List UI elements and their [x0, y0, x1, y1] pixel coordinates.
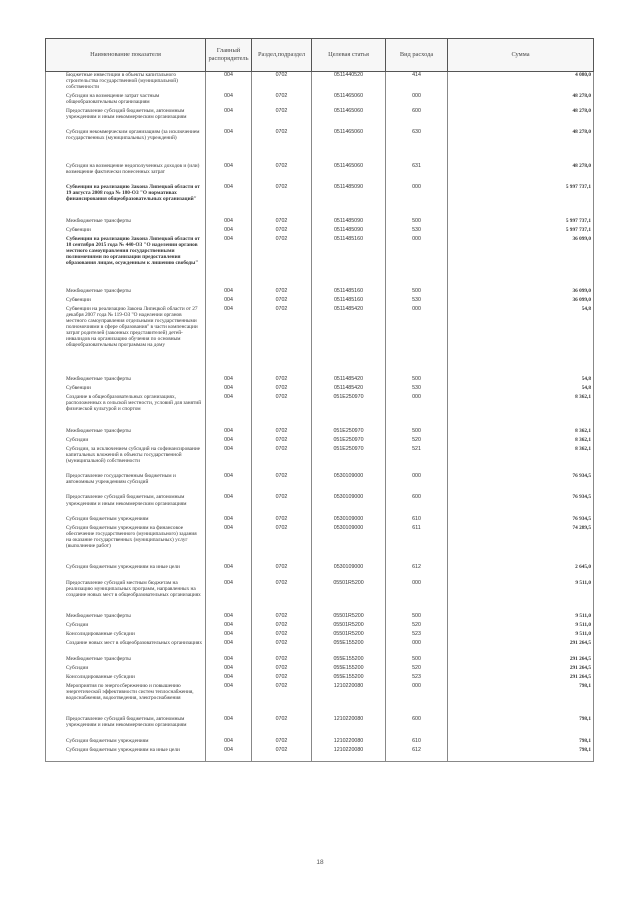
row-amount: 74 289,5 [448, 525, 594, 565]
table-row [46, 72, 594, 93]
row-expense-type-code: 630 [386, 129, 448, 163]
row-article-code: 051E250970 [312, 428, 386, 437]
row-name: Предоставление субсидий бюджетным, автономным учреждениям и иным некоммерческим организациям [46, 108, 206, 129]
row-article-code: 0511465060 [312, 163, 386, 184]
row-expense-type-code: 610 [386, 738, 448, 747]
row-amount: 8 362,1 [448, 394, 594, 428]
table-row [46, 716, 594, 737]
row-admin-code: 004 [206, 72, 252, 93]
row-name: Субсидии [46, 665, 206, 674]
table-row [46, 640, 594, 655]
row-name: Субвенции на реализацию Закона Липецкой области от 18 сентября 2015 года № 440-ОЗ "О наделении органов местного самоуправления государственными полномочиями по организации предоставления образования лицам, осужденным к лишению свободы" [46, 236, 206, 288]
table-row [46, 665, 594, 674]
row-name: Межбюджетные трансферты [46, 428, 206, 437]
row-amount: 48 278,0 [448, 93, 594, 108]
row-expense-type-code: 000 [386, 184, 448, 218]
row-article-code: 05501R5200 [312, 631, 386, 640]
row-article-code: 05501R5200 [312, 580, 386, 614]
row-article-code: 0511485090 [312, 227, 386, 236]
row-name: Субсидии [46, 437, 206, 446]
row-expense-type-code: 000 [386, 93, 448, 108]
row-article-code: 1210220080 [312, 683, 386, 717]
row-article-code: 05501R5200 [312, 613, 386, 622]
row-admin-code: 004 [206, 683, 252, 717]
row-expense-type-code: 520 [386, 622, 448, 631]
table-row [46, 428, 594, 437]
row-name: Предоставление государственным бюджетным и автономным учреждениям субсидий [46, 473, 206, 494]
row-amount: 36 099,0 [448, 236, 594, 288]
row-name: Предоставление субсидий бюджетным, автономным учреждениям и иным некоммерческим организациям [46, 716, 206, 737]
row-amount: 54,8 [448, 385, 594, 394]
row-article-code: 055E155200 [312, 640, 386, 655]
row-section-code: 0702 [252, 129, 312, 163]
table-row [46, 218, 594, 227]
table-row [46, 494, 594, 515]
table-row [46, 129, 594, 163]
table-row [46, 108, 594, 129]
row-expense-type-code: 523 [386, 631, 448, 640]
row-section-code: 0702 [252, 446, 312, 473]
budget-table [45, 38, 594, 762]
row-expense-type-code: 600 [386, 716, 448, 737]
row-admin-code: 004 [206, 564, 252, 579]
row-amount: 8 362,1 [448, 437, 594, 446]
row-section-code: 0702 [252, 236, 312, 288]
row-admin-code: 004 [206, 288, 252, 297]
row-name: Межбюджетные трансферты [46, 218, 206, 227]
row-expense-type-code: 530 [386, 227, 448, 236]
row-name: Субвенции на реализацию Закона Липецкой области от 27 декабря 2007 года № 119-ОЗ "О наделении органов местного самоуправления отдельными государственными полномочиями в сфере образования" в части компенсации затрат родителей (законных представителей) детей-инвалидов на организацию обучения по основным общеобразовательным программам на дому [46, 306, 206, 376]
table-row [46, 738, 594, 747]
row-section-code: 0702 [252, 656, 312, 665]
row-admin-code: 004 [206, 640, 252, 655]
row-name: Субсидии [46, 622, 206, 631]
row-admin-code: 004 [206, 525, 252, 565]
row-article-code: 0511485160 [312, 288, 386, 297]
row-name: Консолидированные субсидии [46, 631, 206, 640]
row-admin-code: 004 [206, 494, 252, 515]
row-article-code: 0511465060 [312, 129, 386, 163]
row-section-code: 0702 [252, 376, 312, 385]
row-article-code: 051E250970 [312, 437, 386, 446]
row-expense-type-code: 500 [386, 656, 448, 665]
header-article: Целевая статья [312, 39, 386, 72]
row-amount: 798,1 [448, 738, 594, 747]
table-header [46, 39, 594, 72]
row-name: Субсидии бюджетным учреждениям на иные цели [46, 564, 206, 579]
row-expense-type-code: 600 [386, 108, 448, 129]
row-article-code: 051E250970 [312, 394, 386, 428]
table-row [46, 163, 594, 184]
row-name: Субвенции [46, 385, 206, 394]
row-admin-code: 004 [206, 218, 252, 227]
table-body [46, 72, 594, 762]
row-expense-type-code: 500 [386, 288, 448, 297]
row-expense-type-code: 631 [386, 163, 448, 184]
row-article-code: 055E155200 [312, 656, 386, 665]
row-admin-code: 004 [206, 93, 252, 108]
table-row [46, 747, 594, 762]
row-section-code: 0702 [252, 227, 312, 236]
row-amount: 291 264,5 [448, 674, 594, 683]
header-section: Раздел,подраздел [252, 39, 312, 72]
table-row [46, 613, 594, 622]
row-amount: 291 264,5 [448, 656, 594, 665]
row-amount: 5 997 737,1 [448, 184, 594, 218]
row-article-code: 0511465060 [312, 93, 386, 108]
page-number: 18 [316, 859, 324, 866]
row-admin-code: 004 [206, 622, 252, 631]
row-name: Субвенции [46, 227, 206, 236]
row-name: Субсидии бюджетным учреждениям [46, 516, 206, 525]
row-section-code: 0702 [252, 665, 312, 674]
row-article-code: 0511485160 [312, 297, 386, 306]
table-row [46, 674, 594, 683]
row-expense-type-code: 521 [386, 446, 448, 473]
row-admin-code: 004 [206, 306, 252, 376]
row-admin-code: 004 [206, 236, 252, 288]
row-admin-code: 004 [206, 129, 252, 163]
row-admin-code: 004 [206, 665, 252, 674]
row-admin-code: 004 [206, 631, 252, 640]
table-row [46, 288, 594, 297]
row-section-code: 0702 [252, 385, 312, 394]
row-name: Субвенции [46, 297, 206, 306]
row-expense-type-code: 000 [386, 306, 448, 376]
row-article-code: 1210220080 [312, 738, 386, 747]
row-name: Субсидии, за исключением субсидий на софинансирование капитальных вложений в объекты государственной (муниципальной) собственности [46, 446, 206, 473]
row-expense-type-code: 500 [386, 613, 448, 622]
row-section-code: 0702 [252, 494, 312, 515]
row-article-code: 0530109000 [312, 525, 386, 565]
table-row [46, 93, 594, 108]
row-name: Субсидии на возмещение недополученных доходов и (или) возмещение фактически понесенных затрат [46, 163, 206, 184]
row-article-code: 0530109000 [312, 473, 386, 494]
row-amount: 54,8 [448, 306, 594, 376]
row-amount: 76 934,5 [448, 473, 594, 494]
row-article-code: 0511485420 [312, 306, 386, 376]
row-expense-type-code: 612 [386, 747, 448, 762]
row-name: Консолидированные субсидии [46, 674, 206, 683]
row-expense-type-code: 530 [386, 385, 448, 394]
row-amount: 9 511,0 [448, 622, 594, 631]
row-name: Субвенции на реализацию Закона Липецкой области от 19 августа 2008 года № 180-ОЗ "О нормативах финансирования общеобразовательных организаций" [46, 184, 206, 218]
row-expense-type-code: 414 [386, 72, 448, 93]
row-amount: 9 511,0 [448, 613, 594, 622]
row-section-code: 0702 [252, 306, 312, 376]
row-section-code: 0702 [252, 437, 312, 446]
row-article-code: 051E250970 [312, 446, 386, 473]
row-expense-type-code: 000 [386, 236, 448, 288]
row-article-code: 0511465060 [312, 108, 386, 129]
row-admin-code: 004 [206, 297, 252, 306]
row-admin-code: 004 [206, 108, 252, 129]
row-amount: 48 278,0 [448, 129, 594, 163]
header-name: Наименование показателя [46, 39, 206, 72]
row-admin-code: 004 [206, 446, 252, 473]
row-section-code: 0702 [252, 108, 312, 129]
row-section-code: 0702 [252, 428, 312, 437]
row-section-code: 0702 [252, 525, 312, 565]
row-admin-code: 004 [206, 613, 252, 622]
table-row [46, 516, 594, 525]
row-article-code: 0530109000 [312, 516, 386, 525]
row-admin-code: 004 [206, 473, 252, 494]
row-amount: 291 264,5 [448, 665, 594, 674]
row-admin-code: 004 [206, 437, 252, 446]
row-name: Предоставление субсидий бюджетным, автономным учреждениям и иным некоммерческим организациям [46, 494, 206, 515]
row-amount: 798,1 [448, 716, 594, 737]
row-admin-code: 004 [206, 385, 252, 394]
row-section-code: 0702 [252, 683, 312, 717]
row-name: Создание новых мест в общеобразовательных организациях [46, 640, 206, 655]
row-name: Межбюджетные трансферты [46, 656, 206, 665]
row-admin-code: 004 [206, 747, 252, 762]
row-expense-type-code: 600 [386, 494, 448, 515]
row-section-code: 0702 [252, 288, 312, 297]
row-expense-type-code: 000 [386, 473, 448, 494]
table-row [46, 394, 594, 428]
row-expense-type-code: 000 [386, 580, 448, 614]
header-amount: Сумма [448, 39, 594, 72]
row-section-code: 0702 [252, 674, 312, 683]
row-name: Мероприятия по энергосбережению и повышению энергетической эффективности систем теплоснабжения, водоснабжения, водоотведения, электроснабжения [46, 683, 206, 717]
row-expense-type-code: 500 [386, 218, 448, 227]
row-article-code: 0511485420 [312, 376, 386, 385]
row-amount: 36 099,0 [448, 297, 594, 306]
row-article-code: 0511485160 [312, 236, 386, 288]
row-expense-type-code: 611 [386, 525, 448, 565]
header-admin: Главный распорядитель [206, 39, 252, 72]
row-name: Субсидии некоммерческим организациям (за исключением государственных (муниципальных) учреждений) [46, 129, 206, 163]
row-article-code: 0511485420 [312, 385, 386, 394]
row-section-code: 0702 [252, 640, 312, 655]
table-row [46, 446, 594, 473]
row-section-code: 0702 [252, 93, 312, 108]
table-row [46, 306, 594, 376]
row-expense-type-code: 612 [386, 564, 448, 579]
row-expense-type-code: 500 [386, 376, 448, 385]
row-amount: 798,1 [448, 683, 594, 717]
row-article-code: 055E155200 [312, 665, 386, 674]
row-section-code: 0702 [252, 473, 312, 494]
row-admin-code: 004 [206, 656, 252, 665]
row-expense-type-code: 520 [386, 437, 448, 446]
row-article-code: 1210220080 [312, 747, 386, 762]
row-section-code: 0702 [252, 72, 312, 93]
row-amount: 9 511,0 [448, 580, 594, 614]
row-section-code: 0702 [252, 631, 312, 640]
table-row [46, 631, 594, 640]
row-admin-code: 004 [206, 227, 252, 236]
row-admin-code: 004 [206, 376, 252, 385]
table-row [46, 227, 594, 236]
table-row [46, 580, 594, 614]
table-row [46, 236, 594, 288]
row-name: Субсидии бюджетным учреждениям [46, 738, 206, 747]
row-amount: 798,1 [448, 747, 594, 762]
row-amount: 36 099,0 [448, 288, 594, 297]
row-article-code: 055E155200 [312, 674, 386, 683]
row-name: Предоставление субсидий местным бюджетам на реализацию муниципальных программ, направленных на создание новых мест в общеобразовательных организациях [46, 580, 206, 614]
row-name: Создание в общеобразовательных организациях, расположенных в сельской местности, условий для занятий физической культурой и спортом [46, 394, 206, 428]
row-amount: 9 511,0 [448, 631, 594, 640]
row-section-code: 0702 [252, 580, 312, 614]
row-expense-type-code: 000 [386, 394, 448, 428]
row-name: Субсидии бюджетным учреждениям на иные цели [46, 747, 206, 762]
row-admin-code: 004 [206, 163, 252, 184]
table-row [46, 385, 594, 394]
row-amount: 76 934,5 [448, 516, 594, 525]
row-name: Межбюджетные трансферты [46, 613, 206, 622]
row-expense-type-code: 520 [386, 665, 448, 674]
row-amount: 8 362,1 [448, 428, 594, 437]
table-row [46, 683, 594, 717]
row-section-code: 0702 [252, 564, 312, 579]
row-admin-code: 004 [206, 428, 252, 437]
table-row [46, 473, 594, 494]
row-section-code: 0702 [252, 738, 312, 747]
row-admin-code: 004 [206, 394, 252, 428]
row-expense-type-code: 000 [386, 683, 448, 717]
row-expense-type-code: 523 [386, 674, 448, 683]
row-section-code: 0702 [252, 297, 312, 306]
row-amount: 291 264,5 [448, 640, 594, 655]
row-amount: 48 278,0 [448, 163, 594, 184]
row-section-code: 0702 [252, 622, 312, 631]
row-admin-code: 004 [206, 738, 252, 747]
row-admin-code: 004 [206, 580, 252, 614]
row-expense-type-code: 610 [386, 516, 448, 525]
row-article-code: 05501R5200 [312, 622, 386, 631]
table-row [46, 622, 594, 631]
row-name: Субсидии на возмещение затрат частным общеобразовательным организациям [46, 93, 206, 108]
row-admin-code: 004 [206, 516, 252, 525]
row-section-code: 0702 [252, 747, 312, 762]
table-row [46, 376, 594, 385]
table-row [46, 656, 594, 665]
row-name: Межбюджетные трансферты [46, 288, 206, 297]
row-admin-code: 004 [206, 674, 252, 683]
row-article-code: 0511485090 [312, 218, 386, 227]
row-amount: 5 997 737,1 [448, 227, 594, 236]
row-section-code: 0702 [252, 184, 312, 218]
table-row [46, 437, 594, 446]
header-expense-type: Вид расхода [386, 39, 448, 72]
row-section-code: 0702 [252, 163, 312, 184]
row-amount: 54,8 [448, 376, 594, 385]
table-row [46, 564, 594, 579]
row-name: Бюджетные инвестиции в объекты капитального строительства государственной (муниципальной) собственности [46, 72, 206, 93]
row-section-code: 0702 [252, 516, 312, 525]
row-admin-code: 004 [206, 184, 252, 218]
row-admin-code: 004 [206, 716, 252, 737]
row-expense-type-code: 500 [386, 428, 448, 437]
table-row [46, 297, 594, 306]
row-article-code: 1210220080 [312, 716, 386, 737]
row-section-code: 0702 [252, 394, 312, 428]
row-name: Субсидии бюджетным учреждениям на финансовое обеспечение государственного (муниципального) задания на оказание государственных (муниципальных) услуг (выполнение работ) [46, 525, 206, 565]
row-amount: 5 997 737,1 [448, 218, 594, 227]
row-amount: 8 362,1 [448, 446, 594, 473]
row-section-code: 0702 [252, 218, 312, 227]
row-name: Межбюджетные трансферты [46, 376, 206, 385]
row-section-code: 0702 [252, 613, 312, 622]
row-section-code: 0702 [252, 716, 312, 737]
row-article-code: 0511440520 [312, 72, 386, 93]
row-expense-type-code: 530 [386, 297, 448, 306]
row-amount: 2 645,0 [448, 564, 594, 579]
row-amount: 48 278,0 [448, 108, 594, 129]
row-article-code: 0511485090 [312, 184, 386, 218]
row-amount: 4 080,0 [448, 72, 594, 93]
table-row [46, 525, 594, 565]
row-article-code: 0530109000 [312, 494, 386, 515]
row-expense-type-code: 000 [386, 640, 448, 655]
table-row [46, 184, 594, 218]
row-article-code: 0530109000 [312, 564, 386, 579]
row-amount: 76 934,5 [448, 494, 594, 515]
